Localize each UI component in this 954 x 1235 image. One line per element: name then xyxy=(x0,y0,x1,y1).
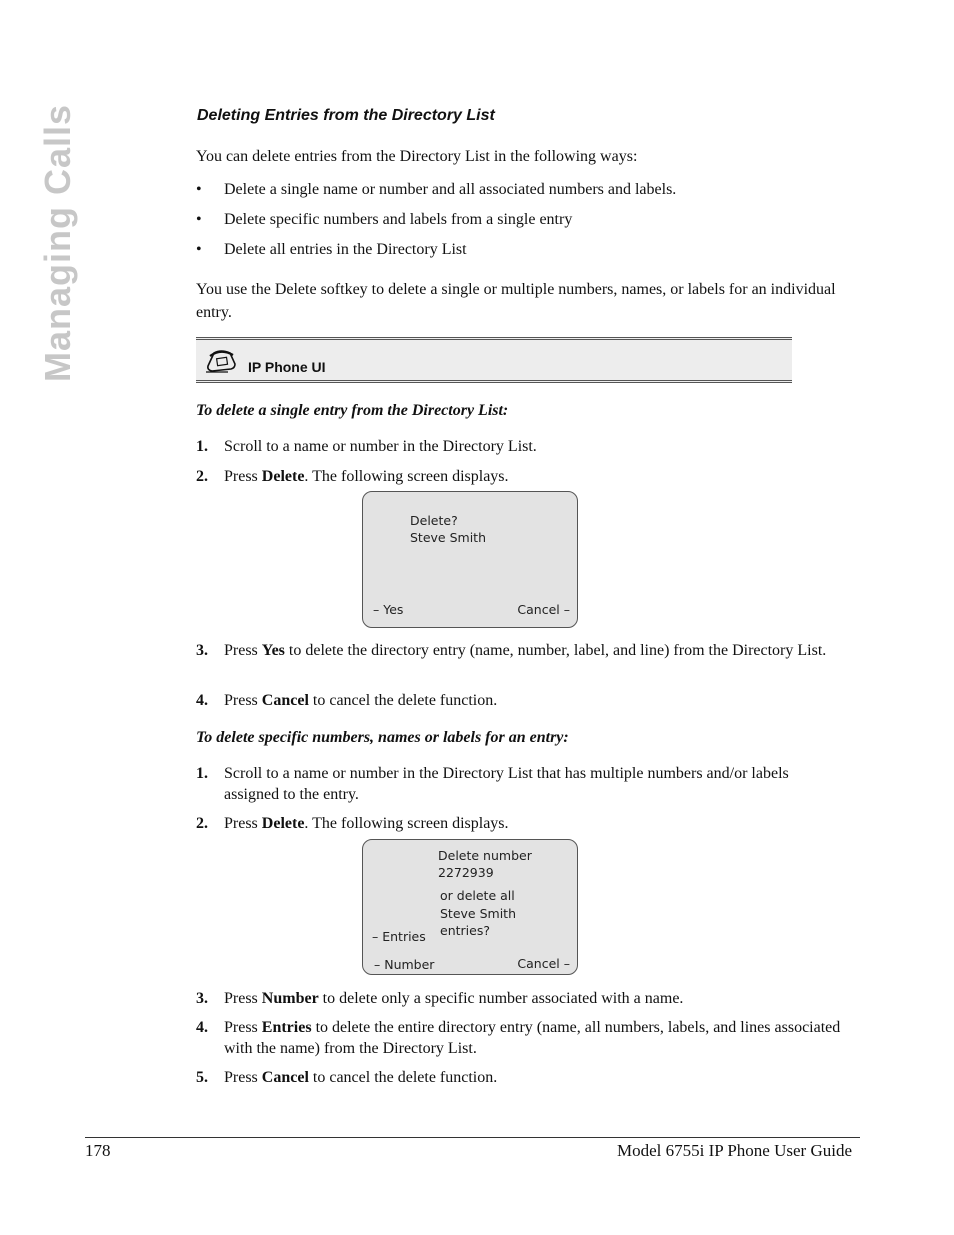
screen-prompt-alt: or delete all xyxy=(440,888,515,903)
bullet-dot: • xyxy=(196,181,202,198)
step-text: Press Yes to delete the directory entry (name, number, label, and line) from the Directory List. xyxy=(224,642,827,659)
screen-prompt: Delete? xyxy=(410,513,458,528)
side-tab-label: Managing Calls xyxy=(37,103,78,383)
procedure-title: To delete a single entry from the Directory List: xyxy=(196,402,509,419)
step-number: 5. xyxy=(196,1069,208,1086)
step-text: Press Cancel to cancel the delete function. xyxy=(224,692,498,709)
step-number: 1. xyxy=(196,765,208,782)
section-title: Deleting Entries from the Directory List xyxy=(197,107,495,124)
guide-title: Model 6755i IP Phone User Guide xyxy=(617,1141,852,1160)
step-number: 4. xyxy=(196,692,208,709)
footer-rule xyxy=(85,1137,860,1138)
softkey-name: Entries xyxy=(261,1019,312,1036)
step-number: 2. xyxy=(196,815,208,832)
screen-prompt: Delete number xyxy=(438,848,532,863)
step-text: Press Entries to delete the entire directory entry (name, all numbers, labels, and lines associated with the name) from the Directory List. xyxy=(224,1019,841,1057)
delete-softkey-paragraph: You use the Delete softkey to delete a single or multiple numbers, names, or labels for an individual entry. xyxy=(196,281,836,321)
phone-screen-delete-entry xyxy=(362,491,578,628)
bullet-dot: • xyxy=(196,241,202,258)
softkey-name: Number xyxy=(261,990,319,1007)
page-number: 178 xyxy=(85,1141,111,1160)
step-text: Press Cancel to cancel the delete function. xyxy=(224,1069,498,1086)
screen-number: 2272939 xyxy=(438,865,494,880)
step-text: Press Delete. The following screen displays. xyxy=(224,468,509,485)
side-tab xyxy=(37,103,78,383)
step-number: 3. xyxy=(196,642,208,659)
bullet-text: Delete all entries in the Directory List xyxy=(224,241,467,258)
screen-entry-name: Steve Smith xyxy=(410,530,486,545)
step-text: Scroll to a name or number in the Directory List that has multiple numbers and/or labels assigned to the entry. xyxy=(224,765,789,803)
bullet-dot: • xyxy=(196,211,202,228)
step-text: Press Delete. The following screen displays. xyxy=(224,815,509,832)
softkey-name: Yes xyxy=(261,642,285,659)
step-text: Scroll to a name or number in the Directory List. xyxy=(224,438,537,455)
softkey-yes[interactable]: – Yes xyxy=(373,602,404,617)
step-number: 4. xyxy=(196,1019,208,1036)
softkey-name: Cancel xyxy=(261,692,309,709)
softkey-name: Delete xyxy=(261,815,305,832)
bullet-text: Delete a single name or number and all associated numbers and labels. xyxy=(224,181,677,198)
phone-icon xyxy=(204,348,238,374)
step-text: Press Number to delete only a specific number associated with a name. xyxy=(224,990,684,1007)
bullet-text: Delete specific numbers and labels from a single entry xyxy=(224,211,573,228)
phone-screen-delete-number xyxy=(362,839,578,975)
softkey-cancel[interactable]: Cancel – xyxy=(517,956,570,971)
screen-entry-name: Steve Smith xyxy=(440,906,516,921)
intro-paragraph: You can delete entries from the Directory List in the following ways: xyxy=(196,148,638,165)
softkey-number[interactable]: – Number xyxy=(374,957,435,972)
screen-prompt-end: entries? xyxy=(440,923,490,938)
softkey-name: Delete xyxy=(261,468,305,485)
step-number: 2. xyxy=(196,468,208,485)
ip-phone-ui-banner xyxy=(196,337,792,383)
step-number: 3. xyxy=(196,990,208,1007)
step-number: 1. xyxy=(196,438,208,455)
softkey-entries[interactable]: – Entries xyxy=(372,929,426,944)
softkey-cancel[interactable]: Cancel – xyxy=(517,602,570,617)
procedure-title: To delete specific numbers, names or labels for an entry: xyxy=(196,729,569,746)
ip-phone-ui-label: IP Phone UI xyxy=(248,359,326,375)
softkey-name: Cancel xyxy=(261,1069,309,1086)
